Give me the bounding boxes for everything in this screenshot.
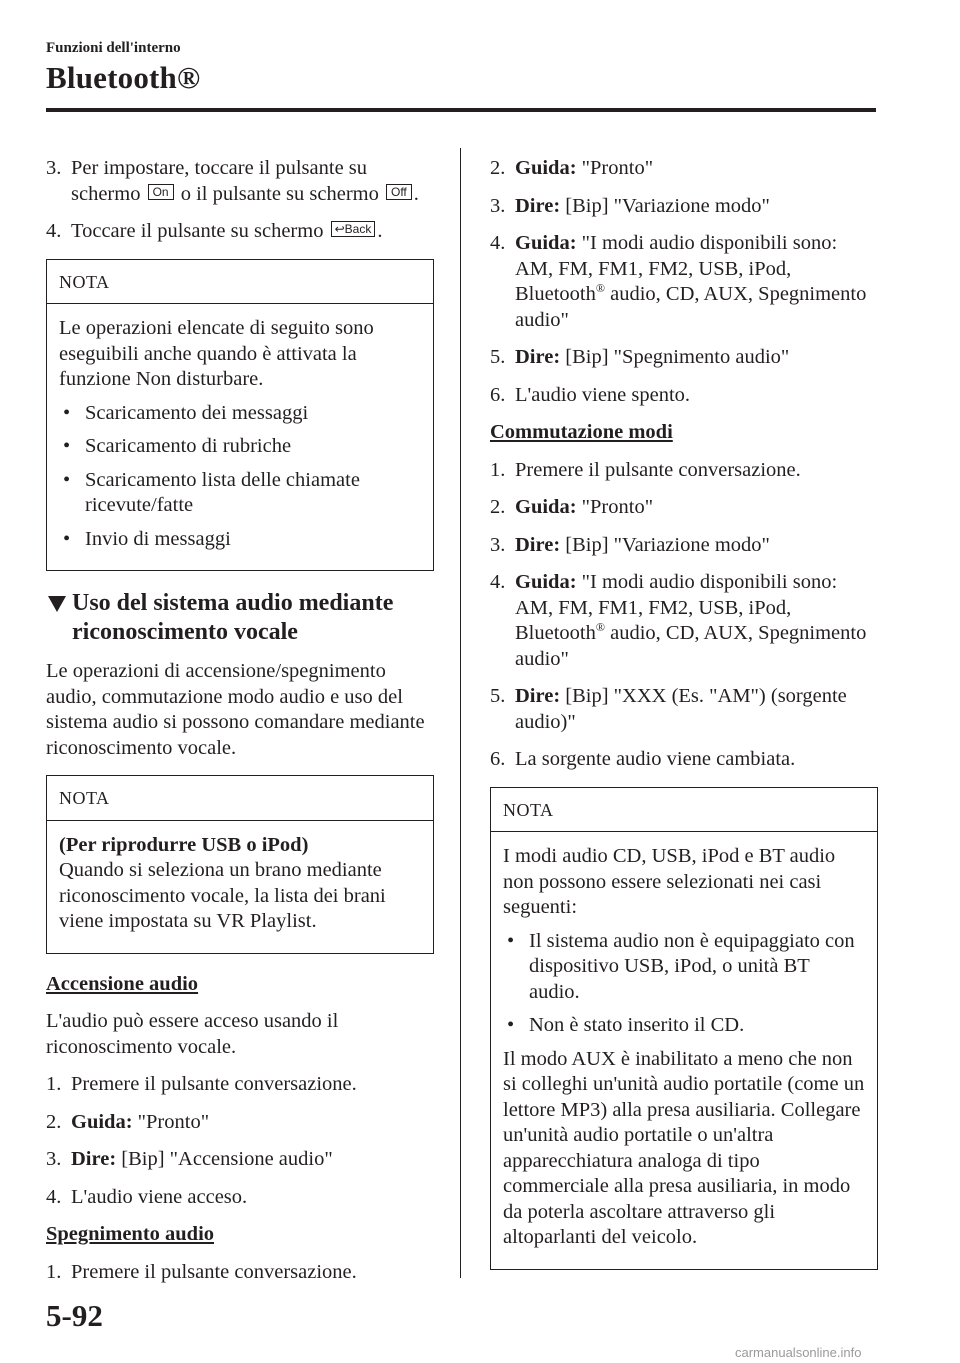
note-text: I modi audio CD, USB, iPod e BT audio non possono essere selezionati nei casi seguenti: xyxy=(503,845,836,918)
note-text: Le operazioni elencate di seguito sono eseguibili anche quando è attivata la funzione Non disturbare. xyxy=(59,317,374,390)
note-text: Il modo AUX è inabilitato a meno che non si colleghi un'unità audio portatile (come un lettore MP3) alla presa ausiliaria. Collegare un'unità audio portatile o un'altra apparecchiatura analoga di tipo commerciale alla presa ausiliaria, in modo da poterla ascoltare attraverso gli altoparlanti del veicolo. xyxy=(503,1047,865,1248)
step-4-back xyxy=(46,219,434,245)
step-text: "I modi audio disponibili sono: AM, FM, FM1, FM2, USB, iPod, Bluetooth xyxy=(515,232,838,305)
list-item xyxy=(59,401,421,427)
chapter-title: Bluetooth® xyxy=(46,60,201,95)
note-box-modes xyxy=(490,787,878,1270)
note-body xyxy=(491,832,877,1269)
note-body xyxy=(47,821,433,953)
list-item xyxy=(490,156,878,182)
section-heading-text: Uso del sistema audio mediante riconoscimento vocale xyxy=(72,590,394,645)
step-text: o il pulsante su schermo xyxy=(180,182,379,205)
step-text: Per impostare, toccare il pulsante su schermo xyxy=(71,157,368,205)
list-item-text: Invio di messaggi xyxy=(85,527,231,550)
list-item xyxy=(490,383,878,409)
list-item xyxy=(490,570,878,672)
step-label: Guida: xyxy=(515,232,577,254)
note-box-usb xyxy=(46,775,434,954)
section-label: Funzioni dell'interno xyxy=(46,40,181,56)
step-number: 3. xyxy=(490,533,506,556)
bullet-icon: • xyxy=(507,1014,515,1036)
list-item xyxy=(490,345,878,371)
step-number: 6. xyxy=(490,383,506,406)
step-label: Dire: xyxy=(515,533,561,556)
step-number: 3. xyxy=(46,1148,62,1170)
list-item xyxy=(490,231,878,333)
list-item xyxy=(59,527,421,553)
step-number: 2. xyxy=(46,1110,62,1133)
page-number: 5-92 xyxy=(46,1298,103,1333)
step-number: 1. xyxy=(46,1260,62,1283)
back-key-icon xyxy=(331,221,376,237)
list-item-text: Il sistema audio non è equipaggiato con dispositivo USB, iPod, o unità BT audio. xyxy=(529,929,855,1003)
note-text: Quando si seleziona un brano mediante riconoscimento vocale, la lista dei brani viene impostata su VR Playlist. xyxy=(59,859,386,932)
off-key-icon: Off xyxy=(386,184,412,200)
list-item xyxy=(490,747,878,773)
note-title: NOTA xyxy=(47,776,433,821)
paragraph: L'audio può essere acceso usando il riconoscimento vocale. xyxy=(46,1010,339,1058)
list-item-text: Scaricamento lista delle chiamate ricevute/fatte xyxy=(85,468,360,516)
step-label: Dire: xyxy=(515,346,561,368)
step-label: Dire: xyxy=(71,1148,117,1170)
note-title: NOTA xyxy=(47,260,433,305)
list-item xyxy=(490,495,878,521)
bullet-icon: • xyxy=(63,435,71,457)
triangle-marker-icon xyxy=(48,596,66,612)
step-text: "I modi audio disponibili sono: AM, FM, FM1, FM2, USB, iPod, Bluetooth xyxy=(515,571,838,644)
subheading-power-on: Accensione audio xyxy=(46,972,199,995)
list-item xyxy=(490,194,878,220)
back-arrow-icon: ↩ xyxy=(334,222,345,236)
on-key-icon: On xyxy=(148,184,174,200)
step-number: 4. xyxy=(46,1185,62,1208)
list-item xyxy=(490,458,878,484)
step-text: Premere il pulsante conversazione. xyxy=(71,1073,357,1095)
list-item xyxy=(503,1013,865,1039)
watermark: carmanualsonline.info xyxy=(735,1345,862,1360)
list-item xyxy=(46,1185,434,1211)
step-text: [Bip] "Spegnimento audio" xyxy=(565,346,790,368)
list-item xyxy=(503,929,865,1006)
step-label: Guida: xyxy=(515,157,577,179)
step-text: . xyxy=(413,182,419,205)
step-number: 1. xyxy=(46,1073,62,1095)
list-item xyxy=(46,1110,434,1136)
subheading-mode-switch: Commutazione modi xyxy=(490,421,673,443)
left-column xyxy=(46,156,434,1297)
step-number: 6. xyxy=(490,748,506,770)
note-body xyxy=(47,304,433,570)
note-title: NOTA xyxy=(491,788,877,833)
step-label: Guida: xyxy=(515,571,577,593)
step-text: [Bip] "XXX (Es. "AM") (sorgente audio)" xyxy=(515,685,847,733)
bullet-icon: • xyxy=(63,527,71,550)
section-heading xyxy=(46,589,434,647)
step-text: L'audio viene acceso. xyxy=(71,1185,248,1208)
bullet-icon: • xyxy=(63,401,71,424)
step-3-setting xyxy=(46,156,434,207)
list-item xyxy=(59,468,421,519)
step-number: 2. xyxy=(490,496,506,518)
list-item xyxy=(490,533,878,559)
note-box-dnd xyxy=(46,259,434,572)
list-item xyxy=(46,1147,434,1173)
step-number: 3. xyxy=(490,194,506,217)
step-number: 4. xyxy=(490,232,506,254)
step-text: . xyxy=(377,220,383,242)
bullet-icon: • xyxy=(63,468,71,491)
step-text: Premere il pulsante conversazione. xyxy=(71,1260,357,1283)
step-text: [Bip] "Variazione modo" xyxy=(565,533,770,556)
right-column xyxy=(490,156,878,1288)
step-text: "Pronto" xyxy=(137,1110,210,1133)
step-text: audio, CD, AUX, Spegnimento audio" xyxy=(515,283,867,331)
step-text: Toccare il pulsante su schermo xyxy=(71,220,324,242)
header-rule xyxy=(46,108,876,112)
step-label: Guida: xyxy=(71,1110,133,1133)
intro-paragraph: Le operazioni di accensione/spegnimento audio, commutazione modo audio e uso del sistema audio si possono comandare mediante riconoscimento vocale. xyxy=(46,660,425,759)
step-label: Dire: xyxy=(515,194,561,217)
list-item-text: Scaricamento di rubriche xyxy=(85,435,292,457)
step-number: 5. xyxy=(490,685,506,707)
registered-mark: ® xyxy=(595,620,605,635)
list-item-text: Non è stato inserito il CD. xyxy=(529,1014,745,1036)
step-label: Guida: xyxy=(515,496,577,518)
note-subtitle: (Per riprodurre USB o iPod) xyxy=(59,833,309,856)
back-key-label: Back xyxy=(344,222,372,236)
step-text: audio, CD, AUX, Spegnimento audio" xyxy=(515,622,867,670)
subheading-power-off: Spegnimento audio xyxy=(46,1223,215,1245)
step-text: Premere il pulsante conversazione. xyxy=(515,458,801,481)
list-item xyxy=(490,684,878,735)
step-number: 4. xyxy=(490,571,506,593)
step-text: L'audio viene spento. xyxy=(515,383,691,406)
step-number: 1. xyxy=(490,458,506,481)
bullet-icon: • xyxy=(507,929,515,952)
step-text: [Bip] "Accensione audio" xyxy=(121,1148,333,1170)
step-number: 5. xyxy=(490,346,506,368)
list-item xyxy=(46,1260,434,1286)
step-text: La sorgente audio viene cambiata. xyxy=(515,748,796,770)
step-number: 4. xyxy=(46,220,62,242)
step-text: [Bip] "Variazione modo" xyxy=(565,194,770,217)
step-label: Dire: xyxy=(515,685,561,707)
list-item xyxy=(46,1072,434,1098)
step-text: "Pronto" xyxy=(581,157,654,179)
registered-mark: ® xyxy=(595,281,605,296)
list-item-text: Scaricamento dei messaggi xyxy=(85,401,309,424)
step-number: 3. xyxy=(46,157,62,179)
step-text: "Pronto" xyxy=(581,496,654,518)
list-item xyxy=(59,434,421,460)
column-divider xyxy=(460,148,461,1278)
step-number: 2. xyxy=(490,157,506,179)
